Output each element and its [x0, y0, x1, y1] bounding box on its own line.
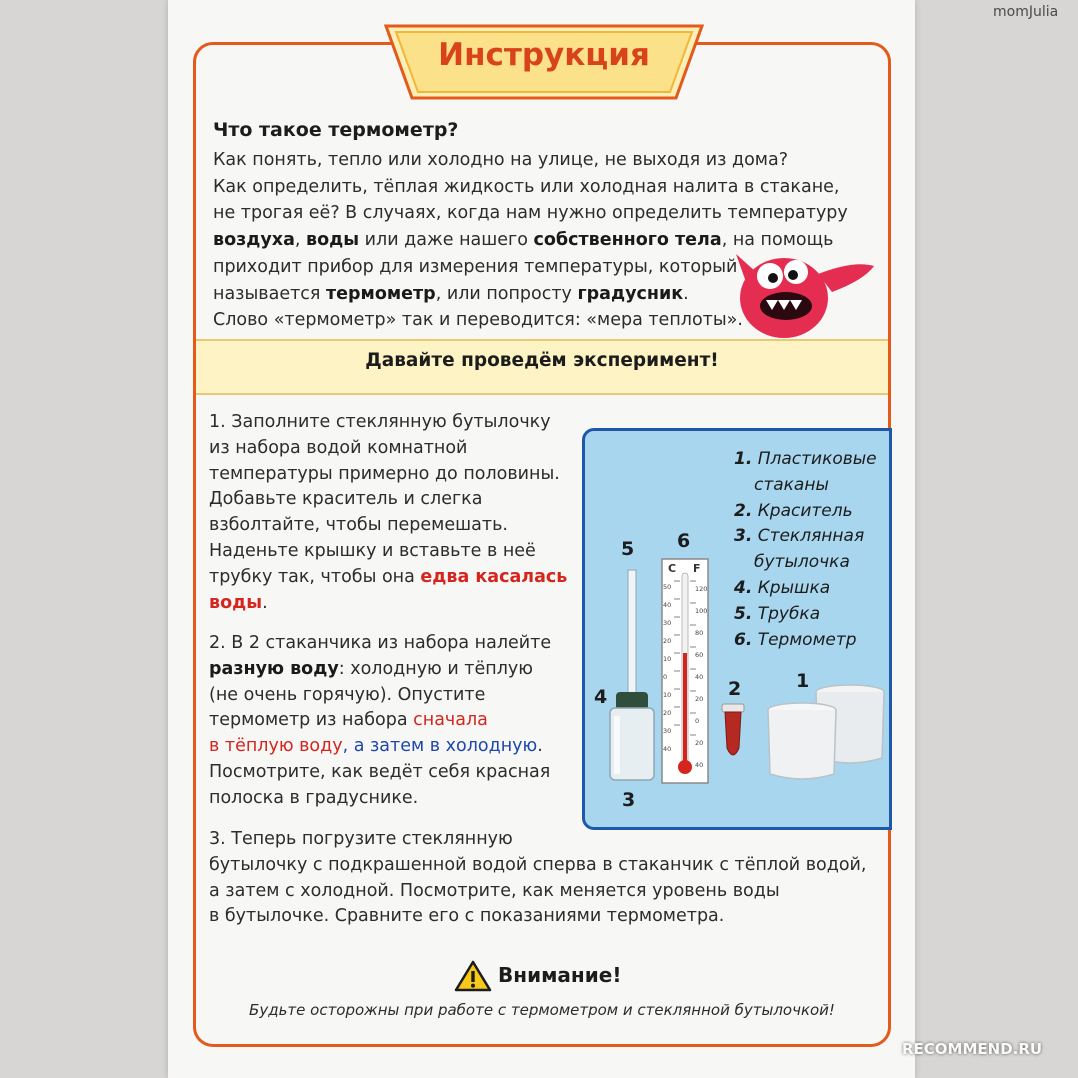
legend-item: 2. Краситель [734, 500, 853, 521]
celsius-label: C [668, 562, 677, 575]
warning-title: Внимание! [498, 963, 622, 987]
item-number-1: 1 [796, 670, 810, 692]
step-1: 1. Заполните стеклянную бутылочку из набора водой комнатной температуры примерно до половины. Добавьте краситель и слегка взболтайте, чтобы перемешать. Наденьте крышку и вставьте в неё трубку так, чтобы она едва касалась воды. [209, 412, 568, 613]
item-number-6: 6 [677, 530, 691, 552]
item-number-4: 4 [594, 686, 608, 708]
tube-and-bottle-illustration [606, 566, 658, 786]
legend-item: 4. Крышка [734, 577, 831, 598]
legend-item: 1. Пластиковые [734, 449, 877, 469]
step-3: 3. Теперь погрузите стеклянную бутылочку с подкрашенной водой сперва в стаканчик с тёплой водой, а затем с холодной. Посмотрите, как меняется уровень воды в бутылочке. Сравните его с показаниями термометра. [209, 829, 867, 927]
plastic-cups-illustration [766, 682, 888, 782]
kit-legend: 1. Пластиковые стаканы 2. Краситель 3. Стеклянная бутылочка 4. Крышка 5. Трубка 6. Термометр [734, 447, 877, 653]
item-number-2: 2 [728, 678, 742, 700]
section-heading: Что такое термометр? [213, 119, 459, 141]
fahrenheit-label: F [693, 562, 701, 575]
warning-text: Будьте осторожны при работе с термометром и стеклянной бутылочкой! [249, 1001, 835, 1019]
experiment-heading: Давайте проведём эксперимент! [365, 350, 719, 371]
intro-paragraph: Как понять, тепло или холодно на улице, не выходя из дома? Как определить, тёплая жидкость или холодная налита в стакане, не трогая её? В случаях, когда нам нужно определить температуру воздуха, воды или даже нашего собственного тела, на помощь приходит прибор для измерения температуры, который называется термометр, или попросту градусник. Слово «термометр» так и переводится: «мера теплоты». [213, 150, 848, 331]
page-title: Инструкция [438, 37, 650, 73]
legend-item: 3. Стеклянная [734, 526, 865, 547]
fahrenheit-ticks: 120 100 80 60 40 20 0 20 40 [695, 585, 708, 769]
step-2: 2. В 2 стаканчика из набора налейте разную воду: холодную и тёплую (не очень горячую). Опустите термометр из набора сначала в тёплую воду, а затем в холодную. Посмотрите, как ведёт себя красная полоска в градуснике. [209, 633, 552, 808]
site-watermark: RECOMMEND.RU [902, 1040, 1043, 1058]
author-watermark: momJulia [993, 4, 1059, 20]
item-number-5: 5 [621, 538, 635, 560]
dye-vial-illustration [718, 702, 748, 764]
item-number-3: 3 [622, 789, 636, 811]
warning-icon [454, 960, 492, 992]
legend-item: 5. Трубка [734, 603, 821, 624]
celsius-ticks: 50 40 30 20 10 0 10 20 30 40 [663, 583, 672, 753]
legend-item: 6. Термометр [734, 629, 857, 650]
monster-illustration [736, 232, 886, 342]
